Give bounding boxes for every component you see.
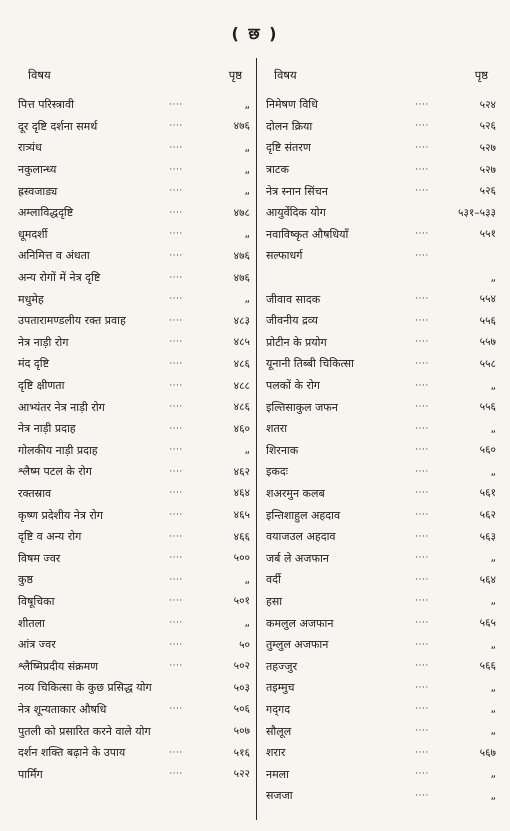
- entry-page: ५०१: [233, 595, 250, 608]
- entry-page: „: [244, 444, 250, 457]
- index-entry: [264, 634, 496, 656]
- entry-topic: विषम ज्वर: [18, 551, 61, 565]
- entry-topic: हसा: [266, 594, 283, 608]
- entry-topic: गद्‌गद: [266, 702, 291, 716]
- leader-dots: ····: [169, 747, 183, 758]
- entry-page: ५६२: [479, 509, 496, 522]
- index-entry: [18, 504, 250, 526]
- index-entry: [264, 310, 496, 332]
- entry-page: ४७६: [233, 249, 250, 262]
- index-entry: [264, 591, 496, 613]
- entry-page: ५६४: [479, 573, 496, 586]
- leader-dots: ····: [415, 466, 429, 477]
- index-entry: [18, 742, 250, 764]
- index-entry: [18, 461, 250, 483]
- entry-page: ५००: [233, 552, 250, 565]
- index-entry: [18, 202, 250, 224]
- entry-page: „: [244, 185, 250, 198]
- entry-page: ५२७: [479, 163, 496, 176]
- entry-page: ५५७: [479, 336, 496, 349]
- leader-dots: ····: [169, 121, 183, 132]
- entry-topic: धूमदर्शी: [18, 227, 48, 241]
- index-entry: [264, 288, 496, 310]
- leader-dots: ····: [415, 488, 429, 499]
- index-entry: [264, 504, 496, 526]
- entry-page: „: [244, 293, 250, 306]
- index-entry: [264, 440, 496, 462]
- leader-dots: ····: [415, 682, 429, 693]
- entry-page: „: [244, 617, 250, 630]
- leader-dots: ····: [415, 423, 429, 434]
- index-entry: [18, 440, 250, 462]
- leader-dots: ····: [415, 639, 429, 650]
- index-entry: [18, 116, 250, 138]
- leader-dots: ····: [415, 358, 429, 369]
- entry-topic: श्लैष्मिप्रदीय संक्रमण: [18, 659, 99, 673]
- entry-page: „: [490, 465, 496, 478]
- index-entry: [264, 202, 496, 224]
- entry-topic: पुतली को प्रसारित करने वाले योग: [18, 724, 151, 738]
- index-entry: [18, 720, 250, 742]
- leader-dots: ····: [169, 574, 183, 585]
- index-entry: [264, 763, 496, 785]
- entry-topic: अनिमित्त व अंधता: [18, 249, 90, 263]
- leader-dots: ····: [415, 121, 429, 132]
- leader-dots: ····: [169, 639, 183, 650]
- index-entry: [18, 396, 250, 418]
- index-entry: [264, 94, 496, 116]
- entry-page: ४८५: [233, 336, 250, 349]
- entry-topic: नमला: [266, 767, 289, 781]
- index-entry: [264, 267, 496, 289]
- leader-dots: ····: [415, 661, 429, 672]
- entry-page: ५६६: [479, 660, 496, 673]
- leader-dots: ····: [415, 337, 429, 348]
- entry-topic: दृष्टि क्षीणता: [18, 379, 65, 393]
- header-page: पृष्ठ: [474, 67, 488, 82]
- index-entry: [18, 94, 250, 116]
- entry-topic: दृष्टि व अन्य रोग: [18, 530, 82, 544]
- entry-topic: आंत्र ज्वर: [18, 638, 56, 652]
- entry-topic: वर्दी: [266, 573, 281, 587]
- index-rows-left: [18, 94, 250, 785]
- column-header: [18, 62, 250, 88]
- leader-dots: ····: [415, 747, 429, 758]
- leader-dots: ····: [169, 315, 183, 326]
- leader-dots: ····: [415, 99, 429, 110]
- entry-page: ५५८: [479, 357, 496, 370]
- index-entry: [18, 353, 250, 375]
- leader-dots: ····: [415, 553, 429, 564]
- entry-page: ५०३: [233, 681, 250, 694]
- leader-dots: ····: [415, 574, 429, 585]
- entry-topic: पित्त परिस्त्रावी: [18, 98, 74, 112]
- entry-page: „: [490, 789, 496, 802]
- entry-page: ४६५: [233, 509, 250, 522]
- entry-page: „: [244, 163, 250, 176]
- entry-page: „: [490, 638, 496, 651]
- index-entry: [264, 785, 496, 807]
- leader-dots: ····: [415, 596, 429, 607]
- index-entry: [264, 569, 496, 591]
- leader-dots: ····: [169, 380, 183, 391]
- entry-topic: जीवनीय द्रव्य: [266, 314, 318, 328]
- entry-topic: आभ्यंतर नेत्र नाड़ी रोग: [18, 400, 105, 414]
- entry-page: ५३१–५३३: [457, 206, 496, 219]
- index-entry: [18, 418, 250, 440]
- entry-topic: दर्शन शक्ति बढ़ाने के उपाय: [18, 746, 126, 760]
- entry-topic: निमेषण विधि: [266, 98, 318, 112]
- index-entry: [18, 159, 250, 181]
- leader-dots: ····: [169, 445, 183, 456]
- index-entry: [18, 310, 250, 332]
- entry-topic: अन्य रोगों में नेत्र दृष्टि: [18, 271, 101, 285]
- entry-page: „: [490, 768, 496, 781]
- entry-topic: शिरनाक: [266, 443, 299, 457]
- entry-page: ५२२: [233, 768, 250, 781]
- index-entry: [18, 483, 250, 505]
- leader-dots: ····: [169, 531, 183, 542]
- leader-dots: ····: [415, 380, 429, 391]
- entry-topic: यूनानी तिब्बी चिकित्सा: [266, 357, 354, 371]
- entry-topic: तइम्मुच: [266, 681, 295, 695]
- entry-topic: मधुमेह: [18, 292, 44, 306]
- index-entry: [264, 720, 496, 742]
- leader-dots: ····: [415, 250, 429, 261]
- entry-topic: नेत्र नाड़ी रोग: [18, 335, 69, 349]
- entry-page: ५०: [239, 638, 250, 651]
- index-entry: [264, 137, 496, 159]
- entry-topic: दृष्टि संतरण: [266, 141, 311, 155]
- index-entry: [264, 677, 496, 699]
- entry-page: ५५४: [479, 293, 496, 306]
- index-column-left: [18, 62, 250, 785]
- entry-topic: अम्लाविद्धदृष्टि: [18, 206, 74, 220]
- entry-topic: शतरा: [266, 422, 288, 436]
- index-entry: [264, 353, 496, 375]
- leader-dots: ····: [169, 337, 183, 348]
- entry-topic: इकदः: [266, 465, 288, 479]
- page-number: ( छ ): [231, 24, 279, 43]
- leader-dots: ····: [415, 402, 429, 413]
- leader-dots: ····: [415, 294, 429, 305]
- entry-page: ४७६: [233, 271, 250, 284]
- leader-dots: ····: [169, 553, 183, 564]
- index-entry: [18, 699, 250, 721]
- leader-dots: ····: [169, 618, 183, 629]
- entry-page: „: [490, 379, 496, 392]
- index-entry: [264, 461, 496, 483]
- index-entry: [18, 332, 250, 354]
- entry-topic: शअरमुन कलब: [266, 486, 325, 500]
- leader-dots: ····: [169, 769, 183, 780]
- entry-topic: उपतारामण्डलीय रक्त प्रवाह: [18, 314, 126, 328]
- entry-page: ४६२: [233, 465, 250, 478]
- leader-dots: ····: [415, 531, 429, 542]
- entry-page: ४८३: [233, 314, 250, 327]
- leader-dots: ····: [169, 229, 183, 240]
- index-rows-right: [264, 94, 496, 807]
- index-entry: [264, 224, 496, 246]
- entry-topic: तहज्जुर: [266, 659, 298, 673]
- entry-topic: शीतला: [18, 616, 45, 630]
- leader-dots: ····: [415, 315, 429, 326]
- index-entry: [264, 396, 496, 418]
- index-entry: [18, 677, 250, 699]
- index-entry: [264, 612, 496, 634]
- entry-page: ४६०: [233, 422, 250, 435]
- entry-topic: आयुर्वेदिक योग: [266, 206, 326, 220]
- leader-dots: ····: [169, 99, 183, 110]
- entry-page: ४८८: [233, 379, 250, 392]
- entry-page: ४८६: [233, 401, 250, 414]
- leader-dots: ····: [415, 142, 429, 153]
- leader-dots: ····: [169, 186, 183, 197]
- entry-page: ५६३: [479, 530, 496, 543]
- entry-page: ५५६: [479, 314, 496, 327]
- entry-page: ५२४: [479, 98, 496, 111]
- entry-page: ५२६: [479, 120, 496, 133]
- index-entry: [18, 288, 250, 310]
- leader-dots: ····: [169, 488, 183, 499]
- index-entry: [18, 137, 250, 159]
- index-entry: [18, 612, 250, 634]
- entry-page: „: [490, 681, 496, 694]
- entry-page: ५०६: [233, 703, 250, 716]
- entry-page: ५६५: [479, 617, 496, 630]
- index-entry: [18, 526, 250, 548]
- header-topic: विषय: [28, 67, 51, 82]
- entry-topic: इन्तिशाहुल अहदाव: [266, 508, 341, 522]
- entry-topic: रात्र्यंध: [18, 141, 42, 155]
- index-entry: [264, 159, 496, 181]
- entry-page: ४७६: [233, 120, 250, 133]
- leader-dots: ····: [169, 207, 183, 218]
- leader-dots: ····: [169, 294, 183, 305]
- entry-page: „: [490, 595, 496, 608]
- leader-dots: ····: [169, 596, 183, 607]
- entry-page: ५१६: [233, 746, 250, 759]
- index-entry: [264, 483, 496, 505]
- index-entry: [18, 634, 250, 656]
- index-entry: [264, 332, 496, 354]
- leader-dots: ····: [415, 618, 429, 629]
- entry-topic: जीवाव सादक: [266, 292, 321, 306]
- entry-topic: गोलकीय नाड़ी प्रदाह: [18, 443, 98, 457]
- entry-page: ४७८: [233, 206, 250, 219]
- index-entry: [18, 547, 250, 569]
- entry-page: „: [490, 725, 496, 738]
- leader-dots: ····: [415, 769, 429, 780]
- entry-page: ५६१: [479, 487, 496, 500]
- entry-topic: वयाजउल अहदाव: [266, 530, 336, 544]
- entry-topic: सल्फाधर्ग: [266, 249, 303, 263]
- index-entry: [18, 655, 250, 677]
- entry-page: „: [244, 228, 250, 241]
- entry-topic: जर्ब ले अजफान: [266, 551, 329, 565]
- index-entry: [18, 245, 250, 267]
- entry-topic: इल्तिसाकुल जफन: [266, 400, 338, 414]
- entry-page: ५२६: [479, 185, 496, 198]
- leader-dots: ····: [415, 164, 429, 175]
- entry-page: „: [490, 703, 496, 716]
- entry-topic: शरार: [266, 746, 286, 760]
- index-entry: [18, 267, 250, 289]
- entry-topic: नेत्र स्नान सिंचन: [266, 184, 328, 198]
- entry-page: ४६४: [233, 487, 250, 500]
- column-divider: [256, 58, 257, 820]
- entry-page: „: [490, 271, 496, 284]
- entry-topic: नेत्र नाड़ी प्रदाह: [18, 422, 76, 436]
- leader-dots: ····: [415, 790, 429, 801]
- index-entry: [264, 526, 496, 548]
- index-entry: [264, 245, 496, 267]
- index-entry: [18, 180, 250, 202]
- index-entry: [18, 569, 250, 591]
- entry-topic: मंद दृष्टि: [18, 357, 50, 371]
- entry-topic: त्राटक: [266, 163, 289, 177]
- entry-topic: प्रोटीन के प्रयोग: [266, 335, 327, 349]
- entry-page: „: [490, 552, 496, 565]
- leader-dots: ····: [415, 186, 429, 197]
- entry-page: ५०२: [233, 660, 250, 673]
- entry-topic: विषूचिका: [18, 594, 55, 608]
- entry-topic: रक्तस्राव: [18, 486, 52, 500]
- leader-dots: ····: [169, 510, 183, 521]
- entry-topic: दूर दृष्टि दर्शना समर्थ: [18, 119, 98, 133]
- entry-topic: कमलुल अजफान: [266, 616, 334, 630]
- index-entry: [264, 180, 496, 202]
- entry-topic: कृष्ण प्रदेशीय नेत्र रोग: [18, 508, 103, 522]
- leader-dots: ····: [415, 704, 429, 715]
- entry-page: „: [244, 98, 250, 111]
- leader-dots: ····: [169, 661, 183, 672]
- index-entry: [18, 224, 250, 246]
- entry-topic: नव्य चिकित्सा के कुछ प्रसिद्ध योग: [18, 681, 152, 695]
- leader-dots: ····: [169, 704, 183, 715]
- entry-topic: कुष्ठ: [18, 573, 33, 587]
- leader-dots: ····: [169, 466, 183, 477]
- entry-page: ४६६: [233, 530, 250, 543]
- leader-dots: ····: [169, 423, 183, 434]
- index-entry: [264, 418, 496, 440]
- index-entry: [18, 591, 250, 613]
- index-entry: [264, 655, 496, 677]
- index-entry: [18, 763, 250, 785]
- entry-topic: श्लैष्म पटल के रोग: [18, 465, 92, 479]
- leader-dots: ····: [169, 164, 183, 175]
- entry-topic: नकुलान्ध्य: [18, 163, 57, 177]
- entry-page: ५५६: [479, 401, 496, 414]
- entry-page: ५६०: [479, 444, 496, 457]
- entry-topic: सौलूल: [266, 724, 292, 738]
- leader-dots: ····: [415, 726, 429, 737]
- entry-page: ५०७: [233, 725, 250, 738]
- index-entry: [264, 742, 496, 764]
- entry-page: „: [490, 422, 496, 435]
- index-entry: [18, 375, 250, 397]
- entry-page: „: [244, 573, 250, 586]
- entry-topic: नवाविष्कृत औषधियाँ: [266, 227, 349, 241]
- entry-page: ५६७: [479, 746, 496, 759]
- entry-topic: दोलन क्रिया: [266, 119, 313, 133]
- entry-topic: पलकों के रोग: [266, 379, 320, 393]
- index-entry: [264, 699, 496, 721]
- header-page: पृष्ठ: [228, 67, 242, 82]
- leader-dots: ····: [169, 402, 183, 413]
- entry-topic: ह्रस्वजाड्य: [18, 184, 58, 198]
- index-entry: [264, 547, 496, 569]
- leader-dots: ····: [169, 250, 183, 261]
- leader-dots: ····: [169, 358, 183, 369]
- entry-page: „: [244, 141, 250, 154]
- entry-topic: सजजा: [266, 789, 293, 803]
- entry-page: ५५१: [479, 228, 496, 241]
- entry-topic: तुम्लुल अजफान: [266, 638, 329, 652]
- index-entry: [264, 375, 496, 397]
- column-header: [264, 62, 496, 88]
- leader-dots: ····: [415, 229, 429, 240]
- leader-dots: ····: [169, 272, 183, 283]
- header-topic: विषय: [274, 67, 297, 82]
- index-entry: [264, 116, 496, 138]
- index-column-right: [264, 62, 496, 807]
- leader-dots: ····: [169, 142, 183, 153]
- leader-dots: ····: [415, 510, 429, 521]
- leader-dots: ····: [415, 445, 429, 456]
- entry-topic: नेत्र शून्यताकार औषधि: [18, 702, 107, 716]
- entry-page: ४८६: [233, 357, 250, 370]
- entry-topic: पार्मिंग: [18, 767, 43, 781]
- entry-page: ५२७: [479, 141, 496, 154]
